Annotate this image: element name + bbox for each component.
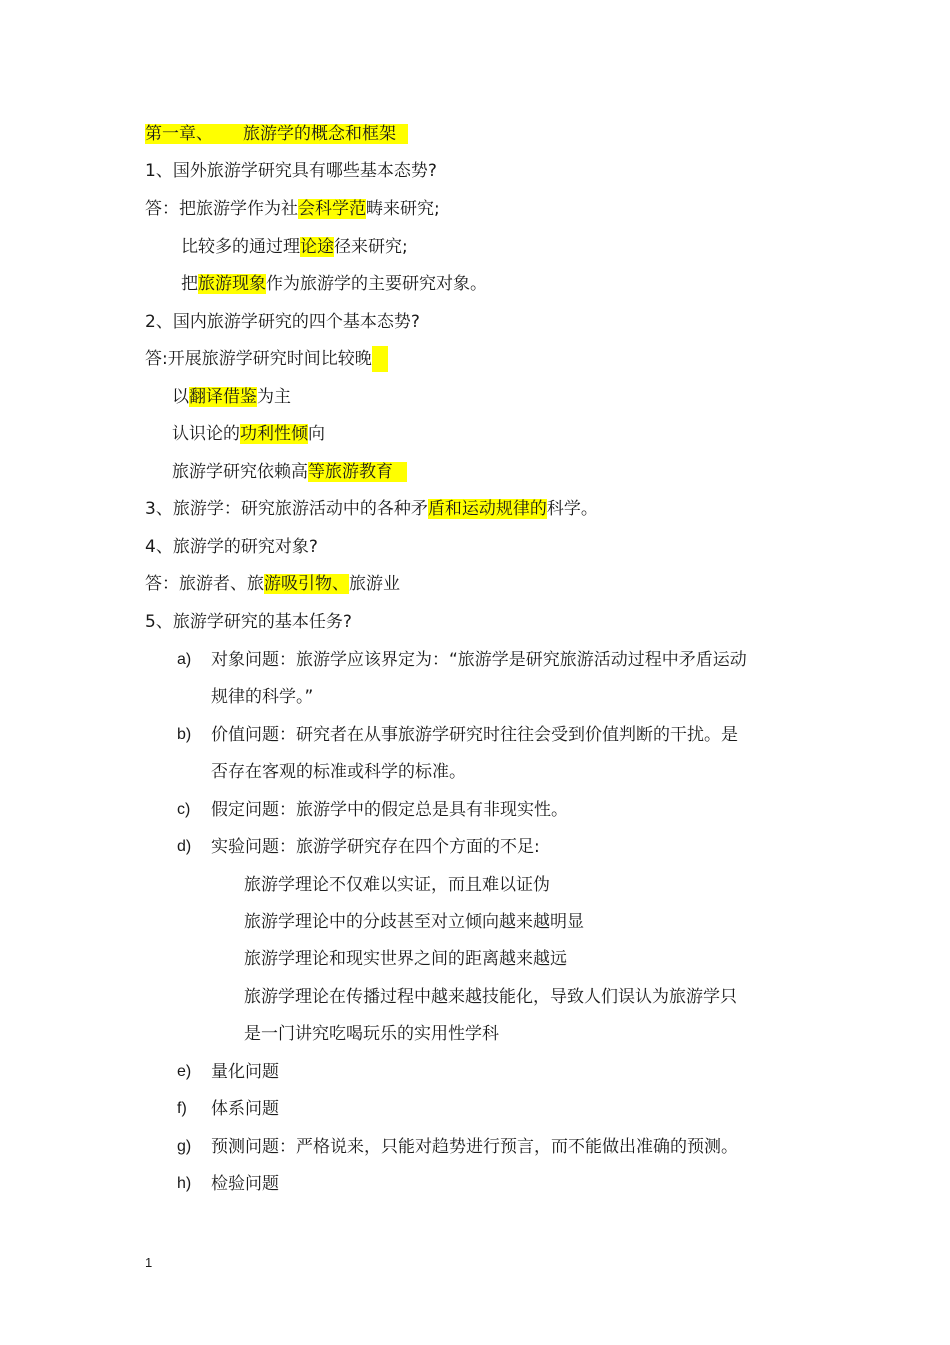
- item-label: b): [177, 726, 192, 743]
- chapter-title: 旅游学的概念和框架: [213, 124, 408, 144]
- question-5: 5、旅游学研究的基本任务?: [145, 612, 352, 632]
- highlight-segment: 游吸引物、: [264, 574, 349, 594]
- item-d-sub-4: 旅游学理论在传播过程中越来越技能化，导致人们误认为旅游学只: [244, 987, 737, 1007]
- highlight-segment: 等旅游教育: [308, 462, 407, 482]
- text-segment: 作为旅游学的主要研究对象。: [266, 274, 487, 294]
- highlight-segment: 功利性倾: [240, 424, 308, 444]
- item-d-sub-5: 是一门讲究吃喝玩乐的实用性学科: [244, 1024, 499, 1044]
- item-label: c): [177, 801, 191, 818]
- item-b-line-1: 价值问题：研究者在从事旅游学研究时往往会受到价值判断的干扰。是: [211, 725, 738, 745]
- item-label: e): [177, 1063, 192, 1080]
- text-segment: 答:开展旅游学研究时间比较晚: [145, 349, 372, 369]
- highlight-segment: [372, 346, 388, 372]
- highlight-segment: 会科学范: [298, 199, 366, 219]
- text-segment: 向: [308, 424, 325, 444]
- answer-2-line-3: [172, 421, 325, 447]
- item-e-line-1: 量化问题: [211, 1062, 279, 1082]
- highlight-segment: 旅游现象: [198, 274, 266, 294]
- answer-2-line-2: [172, 384, 291, 410]
- answer-4: [145, 571, 400, 597]
- item-d-sub-2: 旅游学理论中的分歧甚至对立倾向越来越明显: [244, 912, 584, 932]
- item-label: f): [177, 1100, 187, 1117]
- text-segment: 3、旅游学：研究旅游活动中的各种矛: [145, 499, 428, 519]
- item-b-line-2: 否存在客观的标准或科学的标准。: [211, 762, 466, 782]
- item-label: g): [177, 1138, 192, 1155]
- text-segment: 比较多的通过理: [181, 237, 300, 257]
- text-segment: 答：旅游者、旅: [145, 574, 264, 594]
- item-f-line-1: 体系问题: [211, 1099, 279, 1119]
- item-d-line-1: 实验问题：旅游学研究存在四个方面的不足:: [211, 837, 540, 857]
- question-4: 4、旅游学的研究对象?: [145, 537, 318, 557]
- highlight-segment: 论途: [300, 237, 334, 257]
- text-segment: 把: [181, 274, 198, 294]
- answer-2-line-1: [145, 346, 388, 372]
- item-d-sub-3: 旅游学理论和现实世界之间的距离越来越远: [244, 949, 567, 969]
- chapter-heading: [145, 121, 408, 147]
- highlight-segment: 盾和运动规律的: [427, 499, 547, 519]
- item-d-sub-1: 旅游学理论不仅难以实证，而且难以证伪: [244, 875, 550, 895]
- text-segment: 认识论的: [172, 424, 240, 444]
- item-h-line-1: 检验问题: [211, 1174, 279, 1194]
- item-a-line-1: 对象问题：旅游学应该界定为：“旅游学是研究旅游活动过程中矛盾运动: [211, 650, 747, 670]
- text-segment: 畴来研究;: [366, 199, 440, 219]
- answer-1-line-2: [181, 234, 408, 260]
- text-segment: 科学。: [546, 499, 598, 519]
- question-3: [145, 496, 598, 522]
- item-label: d): [177, 838, 192, 855]
- answer-1-line-3: [181, 271, 487, 297]
- item-label: a): [177, 651, 192, 668]
- text-segment: 旅游学研究依赖高: [172, 462, 308, 482]
- answer-2-line-4: [172, 459, 407, 485]
- text-segment: 为主: [257, 387, 291, 407]
- question-2: 2、国内旅游学研究的四个基本态势?: [145, 312, 420, 332]
- item-a-line-2: 规律的科学。”: [211, 687, 314, 707]
- item-g-line-1: 预测问题：严格说来，只能对趋势进行预言，而不能做出准确的预测。: [211, 1137, 738, 1157]
- text-segment: 以: [172, 387, 189, 407]
- answer-1-line-1: [145, 196, 440, 222]
- item-c-line-1: 假定问题：旅游学中的假定总是具有非现实性。: [211, 800, 568, 820]
- page-number: 1: [145, 1255, 153, 1270]
- text-segment: 径来研究;: [334, 237, 408, 257]
- text-segment: 旅游业: [349, 574, 400, 594]
- text-segment: 答：把旅游学作为社: [145, 199, 298, 219]
- question-1: 1、国外旅游学研究具有哪些基本态势?: [145, 161, 437, 181]
- highlight-segment: 翻译借鉴: [189, 387, 257, 407]
- item-label: h): [177, 1175, 192, 1192]
- chapter-number: 第一章、: [145, 124, 213, 144]
